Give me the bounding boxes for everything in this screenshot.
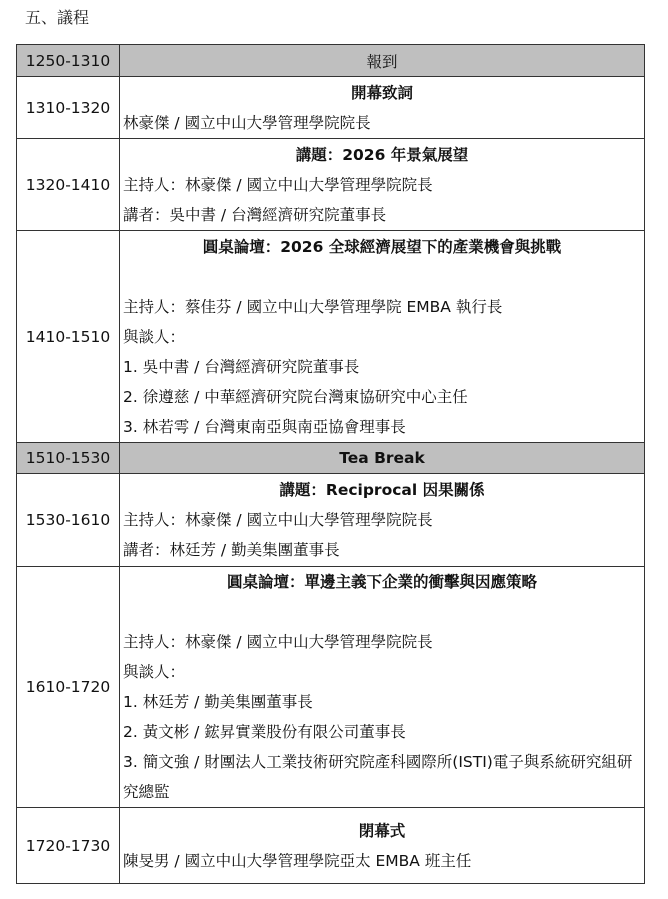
session-cell <box>120 474 645 567</box>
host-line: 主持人：蔡佳芬 / 國立中山大學管理學院 EMBA 執行長 <box>123 297 503 316</box>
session-title: 圓桌論壇：2026 全球經濟展望下的產業機會與挑戰 <box>202 237 562 256</box>
speaker-line: 陳旻男 / 國立中山大學管理學院亞太 EMBA 班主任 <box>123 851 472 870</box>
time-cell: 1320-1410 <box>17 139 120 231</box>
panelist-line: 2. 徐遵慈 / 中華經濟研究院台灣東協研究中心主任 <box>123 387 468 406</box>
agenda-table <box>16 44 645 884</box>
speaker-line: 講者：林廷芳 / 勤美集團董事長 <box>123 541 340 559</box>
agenda-row-roundtable-1 <box>17 231 645 443</box>
session-cell <box>120 808 645 884</box>
time-cell: 1410-1510 <box>17 231 120 443</box>
agenda-row-roundtable-2 <box>17 567 645 808</box>
panelist-line: 1. 吳中書 / 台灣經濟研究院董事長 <box>123 357 360 376</box>
time-cell: 1310-1320 <box>17 77 120 139</box>
agenda-row-registration <box>17 45 645 77</box>
session-title: 講題：2026 年景氣展望 <box>295 145 469 164</box>
host-line: 主持人：林豪傑 / 國立中山大學管理學院院長 <box>123 633 433 651</box>
host-line: 主持人：林豪傑 / 國立中山大學管理學院院長 <box>123 511 433 529</box>
agenda-row-closing <box>17 808 645 884</box>
time-cell: 1510-1530 <box>17 443 120 474</box>
session-cell <box>120 77 645 139</box>
session-title: 開幕致詞 <box>350 83 413 102</box>
panelists-label: 與談人： <box>123 663 186 681</box>
agenda-row-reciprocal <box>17 474 645 567</box>
session-title: 閉幕式 <box>358 821 406 840</box>
speaker-line: 講者：吳中書 / 台灣經濟研究院董事長 <box>123 205 387 224</box>
panelist-line: 3. 簡文強 / 財團法人工業技術研究院產科國際所(ISTI)電子與系統研究組研究總監 <box>123 753 633 801</box>
time-cell: 1610-1720 <box>17 567 120 808</box>
panelist-line: 2. 黃文彬 / 鋐昇實業股份有限公司董事長 <box>123 723 406 741</box>
time-cell: 1530-1610 <box>17 474 120 567</box>
panelist-line: 1. 林廷芳 / 勤美集團董事長 <box>123 693 313 711</box>
agenda-row-opening <box>17 77 645 139</box>
session-title: 講題：Reciprocal 因果關係 <box>279 481 485 499</box>
blank-spacer <box>123 597 641 627</box>
agenda-row-outlook <box>17 139 645 231</box>
blank-spacer <box>123 262 641 292</box>
session-cell <box>120 567 645 808</box>
session-label: 報到 <box>120 45 645 77</box>
session-label: Tea Break <box>120 443 645 474</box>
speaker-line: 林豪傑 / 國立中山大學管理學院院長 <box>123 113 371 132</box>
session-cell <box>120 139 645 231</box>
panelists-label: 與談人： <box>123 327 186 346</box>
time-cell: 1720-1730 <box>17 808 120 884</box>
host-line: 主持人：林豪傑 / 國立中山大學管理學院院長 <box>123 175 433 194</box>
session-title: 圓桌論壇：單邊主義下企業的衝擊與因應策略 <box>226 573 537 591</box>
time-cell: 1250-1310 <box>17 45 120 77</box>
session-cell <box>120 231 645 443</box>
section-heading: 五、議程 <box>25 8 90 27</box>
agenda-row-tea-break <box>17 443 645 474</box>
panelist-line: 3. 林若雩 / 台灣東南亞與南亞協會理事長 <box>123 417 406 436</box>
